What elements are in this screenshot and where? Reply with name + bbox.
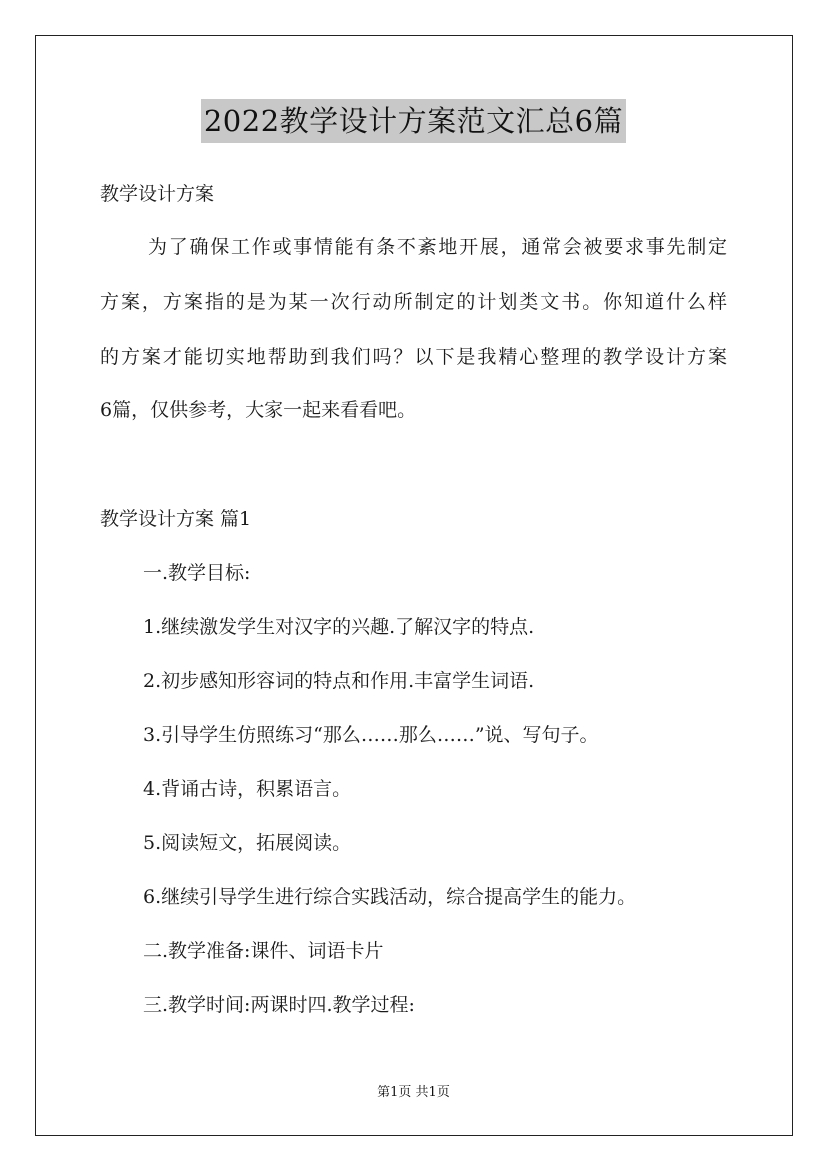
section-heading: 教学设计方案 <box>100 183 215 205</box>
intro-line-4: 6篇，仅供参考，大家一起来看看吧。 <box>100 399 417 421</box>
list-item: 3.引导学生仿照练习“那么……那么……”说、写句子。 <box>143 724 599 746</box>
document-title: 2022教学设计方案范文汇总6篇 <box>201 99 626 143</box>
list-item: 4.背诵古诗，积累语言。 <box>143 778 352 800</box>
intro-line-2: 方案，方案指的是为某一次行动所制定的计划类文书。你知道什么样 <box>100 291 727 313</box>
part-heading: 教学设计方案 篇1 <box>100 508 252 530</box>
page-footer: 第1页 共1页 <box>377 1085 450 1100</box>
intro-line-1: 为了确保工作或事情能有条不紊地开展，通常会被要求事先制定 <box>148 236 727 258</box>
list-item: 二.教学准备:课件、词语卡片 <box>143 940 384 962</box>
title-container <box>0 99 827 143</box>
list-item: 2.初步感知形容词的特点和作用.丰富学生词语. <box>143 670 535 692</box>
list-item: 1.继续激发学生对汉字的兴趣.了解汉字的特点. <box>143 616 535 638</box>
intro-line-3: 的方案才能切实地帮助到我们吗？以下是我精心整理的教学设计方案 <box>100 346 727 368</box>
list-item: 三.教学时间:两课时四.教学过程: <box>143 994 415 1016</box>
list-item: 6.继续引导学生进行综合实践活动，综合提高学生的能力。 <box>143 886 637 908</box>
list-item: 一.教学目标: <box>143 562 251 584</box>
list-item: 5.阅读短文，拓展阅读。 <box>143 832 352 854</box>
